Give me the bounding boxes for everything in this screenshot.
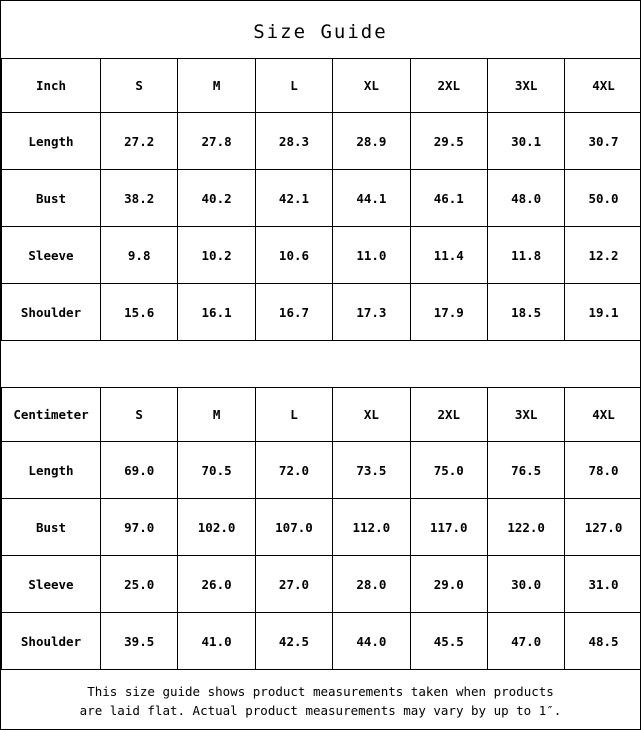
column-header-4xl: 4XL (565, 59, 641, 113)
column-header-m: M (178, 59, 255, 113)
column-header-l: L (255, 388, 332, 442)
table-row (2, 499, 641, 556)
cell-length-m: 70.5 (178, 442, 255, 499)
cell-length-m: 27.8 (178, 113, 255, 170)
table-header-row (2, 388, 641, 442)
column-header-2xl: 2XL (410, 59, 487, 113)
cell-bust-xl: 44.1 (333, 170, 410, 227)
cell-bust-4xl: 127.0 (565, 499, 641, 556)
cell-bust-3xl: 122.0 (487, 499, 564, 556)
row-label-shoulder: Shoulder (2, 613, 101, 670)
cell-sleeve-2xl: 29.0 (410, 556, 487, 613)
table-header-row (2, 59, 641, 113)
table-row (2, 613, 641, 670)
cell-length-2xl: 29.5 (410, 113, 487, 170)
column-header-4xl: 4XL (565, 388, 641, 442)
cell-bust-2xl: 117.0 (410, 499, 487, 556)
cell-bust-4xl: 50.0 (565, 170, 641, 227)
table-row (2, 556, 641, 613)
cell-shoulder-m: 16.1 (178, 284, 255, 341)
column-header-l: L (255, 59, 332, 113)
cell-bust-3xl: 48.0 (487, 170, 564, 227)
table-row (2, 170, 641, 227)
cell-shoulder-l: 16.7 (255, 284, 332, 341)
inch-table-wrapper (1, 58, 640, 341)
cell-sleeve-m: 26.0 (178, 556, 255, 613)
cell-shoulder-4xl: 19.1 (565, 284, 641, 341)
cell-bust-xl: 112.0 (333, 499, 410, 556)
cell-bust-m: 40.2 (178, 170, 255, 227)
cell-shoulder-4xl: 48.5 (565, 613, 641, 670)
cell-shoulder-s: 15.6 (101, 284, 178, 341)
cell-shoulder-2xl: 17.9 (410, 284, 487, 341)
unit-label-centimeter: Centimeter (2, 388, 101, 442)
column-header-s: S (101, 59, 178, 113)
cell-sleeve-xl: 28.0 (333, 556, 410, 613)
cell-sleeve-2xl: 11.4 (410, 227, 487, 284)
row-label-bust: Bust (2, 170, 101, 227)
cell-length-2xl: 75.0 (410, 442, 487, 499)
column-header-xl: XL (333, 388, 410, 442)
cell-sleeve-xl: 11.0 (333, 227, 410, 284)
cell-sleeve-m: 10.2 (178, 227, 255, 284)
cell-bust-2xl: 46.1 (410, 170, 487, 227)
column-header-xl: XL (333, 59, 410, 113)
cell-sleeve-s: 25.0 (101, 556, 178, 613)
row-label-sleeve: Sleeve (2, 227, 101, 284)
cell-sleeve-s: 9.8 (101, 227, 178, 284)
row-label-bust: Bust (2, 499, 101, 556)
column-header-s: S (101, 388, 178, 442)
footnote (1, 670, 640, 721)
cell-sleeve-3xl: 11.8 (487, 227, 564, 284)
cell-bust-m: 102.0 (178, 499, 255, 556)
row-label-sleeve: Sleeve (2, 556, 101, 613)
table-gap-divider (1, 341, 640, 387)
row-label-shoulder: Shoulder (2, 284, 101, 341)
row-label-length: Length (2, 113, 101, 170)
column-header-3xl: 3XL (487, 59, 564, 113)
column-header-2xl: 2XL (410, 388, 487, 442)
cell-length-3xl: 76.5 (487, 442, 564, 499)
cell-sleeve-l: 27.0 (255, 556, 332, 613)
cell-bust-l: 107.0 (255, 499, 332, 556)
row-label-length: Length (2, 442, 101, 499)
page-title: Size Guide (253, 21, 388, 43)
footnote-line-2: are laid flat. Actual product measurements may vary by up to 1″. (79, 703, 562, 719)
cell-sleeve-l: 10.6 (255, 227, 332, 284)
column-header-3xl: 3XL (487, 388, 564, 442)
cell-length-l: 72.0 (255, 442, 332, 499)
table-row (2, 227, 641, 284)
cell-length-s: 27.2 (101, 113, 178, 170)
table-row (2, 284, 641, 341)
cell-sleeve-4xl: 12.2 (565, 227, 641, 284)
cell-shoulder-3xl: 47.0 (487, 613, 564, 670)
cell-length-3xl: 30.1 (487, 113, 564, 170)
centimeter-size-table (1, 387, 641, 670)
cell-shoulder-3xl: 18.5 (487, 284, 564, 341)
cell-shoulder-s: 39.5 (101, 613, 178, 670)
cell-shoulder-xl: 44.0 (333, 613, 410, 670)
cell-bust-l: 42.1 (255, 170, 332, 227)
inch-size-table (1, 58, 641, 341)
cell-length-4xl: 78.0 (565, 442, 641, 499)
table-row (2, 113, 641, 170)
cell-length-4xl: 30.7 (565, 113, 641, 170)
centimeter-table-wrapper (1, 387, 640, 670)
cell-shoulder-m: 41.0 (178, 613, 255, 670)
cell-length-xl: 28.9 (333, 113, 410, 170)
cell-sleeve-4xl: 31.0 (565, 556, 641, 613)
table-row (2, 442, 641, 499)
footnote-line-1: This size guide shows product measurements taken when products (87, 684, 554, 699)
unit-label-inch: Inch (2, 59, 101, 113)
cell-shoulder-xl: 17.3 (333, 284, 410, 341)
cell-sleeve-3xl: 30.0 (487, 556, 564, 613)
cell-length-l: 28.3 (255, 113, 332, 170)
cell-shoulder-2xl: 45.5 (410, 613, 487, 670)
cell-shoulder-l: 42.5 (255, 613, 332, 670)
cell-length-s: 69.0 (101, 442, 178, 499)
cell-bust-s: 97.0 (101, 499, 178, 556)
column-header-m: M (178, 388, 255, 442)
cell-bust-s: 38.2 (101, 170, 178, 227)
cell-length-xl: 73.5 (333, 442, 410, 499)
